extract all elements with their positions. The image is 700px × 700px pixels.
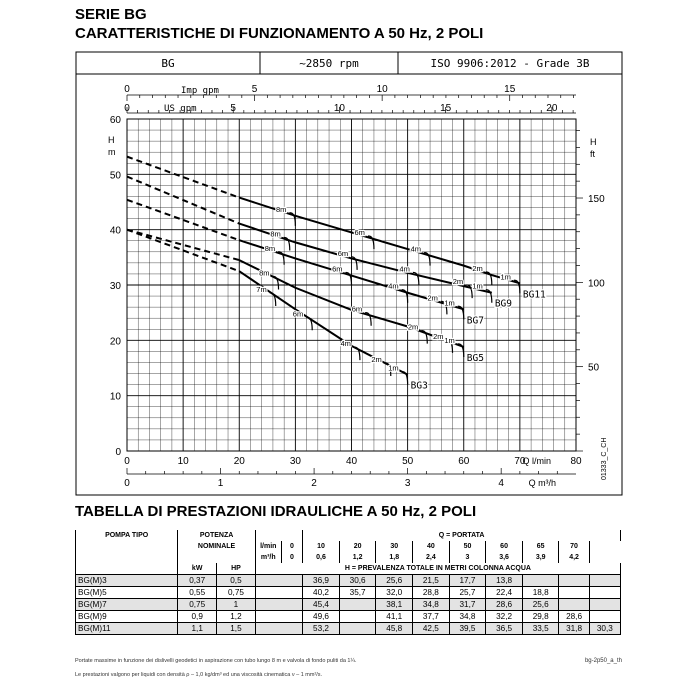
- ft-tick-label: 150: [588, 194, 605, 206]
- lift-label: 6m: [332, 264, 343, 274]
- y-axis-label-m: m: [108, 147, 116, 157]
- row-head-value: 32,0: [376, 587, 413, 599]
- row-head-value: [339, 611, 376, 623]
- performance-table: [75, 530, 621, 635]
- ft-axis-label-h: H: [590, 137, 597, 147]
- m3h-value: 0: [281, 552, 303, 563]
- series-label-bg3: BG3: [410, 380, 428, 392]
- header-hp: HP: [217, 563, 256, 575]
- row-head-value: 28,6: [486, 599, 523, 611]
- header-nominale: NOMINALE: [178, 541, 256, 552]
- header-blank: [76, 541, 178, 552]
- row-head-value: 30,3: [589, 623, 620, 635]
- us-tick-label: 20: [546, 103, 558, 114]
- header-blank: [76, 563, 178, 575]
- row-head-value: 25,7: [449, 587, 486, 599]
- note-1: Portate massime in funzione dei dislivelli geodetici in aspirazione con tubo lungo 8 m e valvola di fondo puliti da 1¼.: [75, 658, 357, 664]
- row-model: BG(M)3: [76, 575, 178, 587]
- y-tick-label: 30: [109, 281, 121, 292]
- row-head-value: 37,7: [413, 611, 450, 623]
- row-hp: 0,5: [217, 575, 256, 587]
- imp-tick-label: 5: [251, 84, 258, 95]
- lift-label: 2m: [472, 264, 483, 274]
- row-head-value: 45,4: [303, 599, 340, 611]
- row-head-value: 45,8: [376, 623, 413, 635]
- lmin-value: 50: [449, 541, 486, 552]
- lift-label: 2m: [371, 355, 382, 365]
- row-head-value: 29,8: [522, 611, 559, 623]
- ft-tick-label: 100: [588, 278, 605, 290]
- row-model: BG(M)11: [76, 623, 178, 635]
- us-tick-label: 10: [333, 103, 345, 114]
- lift-label: 6m: [354, 228, 365, 238]
- row-model: BG(M)7: [76, 599, 178, 611]
- lift-label: 2m: [433, 331, 444, 341]
- row-head-value: [589, 575, 620, 587]
- x-tick-label: 60: [458, 456, 470, 467]
- row-head-value: 28,8: [413, 587, 450, 599]
- y-tick-label: 40: [109, 225, 121, 237]
- lmin-value: 30: [376, 541, 413, 552]
- m3h-tick-label: 2: [311, 478, 317, 489]
- row-model: BG(M)9: [76, 611, 178, 623]
- lmin-value: 70: [559, 541, 589, 552]
- header-blank: [76, 552, 178, 563]
- lift-label: 4m: [399, 264, 410, 274]
- lift-label: 8m: [275, 204, 287, 214]
- lift-label: 4m: [388, 281, 399, 291]
- y-tick-label: 10: [109, 391, 121, 403]
- us-tick-label: 0: [124, 103, 130, 114]
- series-label-bg5: BG5: [466, 352, 484, 364]
- x-tick-label: 0: [124, 456, 130, 467]
- imp-tick-label: 10: [376, 84, 388, 95]
- row-kw: 1,1: [178, 623, 217, 635]
- note-2: Le prestazioni valgono per liquidi con densità ρ – 1,0 kg/dm³ ed una viscosità cinematica ν – 1 mm²/s.: [75, 672, 323, 678]
- row-head-value: 31,8: [559, 623, 589, 635]
- series-title: SERIE BG: [75, 6, 147, 23]
- x-axis-label: Q l/min: [522, 456, 551, 466]
- header-q-portata: Q = PORTATA: [303, 530, 621, 541]
- chart-subtitle: CARATTERISTICHE DI FUNZIONAMENTO A 50 Hz, 2 POLI: [75, 25, 484, 42]
- row-head-value: 49,6: [303, 611, 340, 623]
- row-head-value: [589, 599, 620, 611]
- row-head-value: 38,1: [376, 599, 413, 611]
- row-head-value: 31,7: [449, 599, 486, 611]
- row-head-value: 42,5: [413, 623, 450, 635]
- header-kw: kW: [178, 563, 217, 575]
- row-head-value: 36,5: [486, 623, 523, 635]
- m3h-value: 2,4: [413, 552, 450, 563]
- row-hp: 1,5: [217, 623, 256, 635]
- lift-label: 6m: [337, 248, 349, 258]
- m3h-axis-label: Q m³/h: [528, 478, 557, 488]
- header-h-label: H = PREVALENZA TOTALE IN METRI COLONNA ACQUA: [255, 563, 620, 575]
- m3h-tick-label: 3: [404, 478, 411, 489]
- lmin-value: 0: [281, 541, 303, 552]
- imp-tick-label: 0: [124, 84, 130, 95]
- row-head-value: 25,6: [522, 599, 559, 611]
- row-head-value: 21,5: [413, 575, 450, 587]
- lift-label: 8m: [259, 268, 270, 278]
- row-head-value: 35,7: [339, 587, 376, 599]
- lift-label: 4m: [410, 244, 422, 254]
- row-spacer: [255, 587, 302, 599]
- x-tick-label: 30: [289, 456, 301, 467]
- ft-axis-label-ft: ft: [590, 149, 596, 159]
- header-m3h: m³/h: [255, 552, 281, 563]
- x-tick-label: 40: [345, 456, 358, 467]
- row-head-value: [559, 575, 589, 587]
- lift-label: 2m: [452, 277, 464, 287]
- lift-label: 1m: [388, 363, 399, 373]
- row-head-value: 41,1: [376, 611, 413, 623]
- header-pompa-tipo: POMPA TIPO: [76, 530, 178, 541]
- x-tick-label: 20: [233, 456, 245, 467]
- table-title: TABELLA DI PRESTAZIONI IDRAULICHE A 50 Hz, 2 POLI: [75, 503, 477, 520]
- row-head-value: [339, 599, 376, 611]
- us-tick-label: 5: [230, 103, 236, 114]
- row-hp: 1: [217, 599, 256, 611]
- row-spacer: [255, 575, 302, 587]
- lmin-value: 65: [522, 541, 559, 552]
- row-head-value: [522, 575, 559, 587]
- table-row: [76, 563, 621, 575]
- table-body: [76, 530, 621, 635]
- m3h-value: 1,2: [339, 552, 376, 563]
- lift-label: 6m: [351, 304, 363, 314]
- lift-label: 7m: [256, 284, 267, 294]
- m3h-value: 3,6: [486, 552, 523, 563]
- m3h-tick-label: 1: [217, 478, 224, 489]
- row-head-value: 33,5: [522, 623, 559, 635]
- row-head-value: [339, 623, 376, 635]
- table-row: [76, 611, 621, 623]
- lift-label: 6m: [292, 309, 304, 319]
- imp-axis-label: Imp gpm: [180, 86, 219, 96]
- header-blank: [178, 552, 256, 563]
- lift-label: 8m: [270, 229, 281, 239]
- row-kw: 0,75: [178, 599, 217, 611]
- x-tick-label-last: 80: [570, 456, 582, 467]
- row-head-value: [559, 599, 589, 611]
- lmin-value: 40: [413, 541, 450, 552]
- x-tick-label: 70: [514, 456, 526, 467]
- table-row: [76, 541, 621, 552]
- row-head-value: 39,5: [449, 623, 486, 635]
- m3h-value: 4,2: [559, 552, 589, 563]
- table-row: [76, 575, 621, 587]
- row-kw: 0,37: [178, 575, 217, 587]
- lmin-value: 20: [339, 541, 376, 552]
- y-tick-label: 0: [115, 447, 121, 458]
- box-model: BG: [161, 57, 175, 70]
- m3h-value: 1,8: [376, 552, 413, 563]
- row-head-value: 18,8: [522, 587, 559, 599]
- row-hp: 1,2: [217, 611, 256, 623]
- m3h-value: 3: [449, 552, 486, 563]
- row-hp: 0,75: [217, 587, 256, 599]
- m3h-tick-label: 4: [498, 478, 504, 489]
- imp-tick-label: 15: [504, 84, 516, 95]
- row-head-value: [559, 587, 589, 599]
- x-tick-label: 10: [177, 456, 189, 467]
- row-head-value: 17,7: [449, 575, 486, 587]
- chart-code: 01333_C_CH: [601, 437, 608, 480]
- row-head-value: 22,4: [486, 587, 523, 599]
- row-kw: 0,9: [178, 611, 217, 623]
- lift-label: 1m: [500, 272, 511, 282]
- box-iso: ISO 9906:2012 - Grade 3B: [430, 57, 590, 70]
- row-model: BG(M)5: [76, 587, 178, 599]
- row-head-value: [589, 611, 620, 623]
- row-head-value: 30,6: [339, 575, 376, 587]
- row-kw: 0,55: [178, 587, 217, 599]
- row-head-value: 34,8: [413, 599, 450, 611]
- y-tick-label: 20: [109, 336, 121, 348]
- header-lmin: l/min: [255, 541, 281, 552]
- lift-label: 1m: [444, 335, 455, 345]
- table-row: [76, 552, 621, 563]
- lmin-value: 10: [303, 541, 340, 552]
- table-row: [76, 623, 621, 635]
- lift-label: 2m: [407, 322, 419, 332]
- row-head-value: 28,6: [559, 611, 589, 623]
- row-head-value: 36,9: [303, 575, 340, 587]
- m3h-tick-label: 0: [124, 478, 130, 489]
- row-spacer: [255, 623, 302, 635]
- table-code: bg-2p50_a_th: [584, 658, 622, 664]
- m3h-value: 0,6: [303, 552, 340, 563]
- row-spacer: [255, 611, 302, 623]
- table-row: [76, 530, 621, 541]
- axes: [127, 95, 583, 474]
- row-head-value: 32,2: [486, 611, 523, 623]
- box-rpm: ~2850 rpm: [299, 57, 359, 70]
- row-head-value: 25,6: [376, 575, 413, 587]
- row-head-value: [589, 587, 620, 599]
- y-tick-label: 50: [109, 170, 121, 182]
- series-label-bg11: BG11: [522, 289, 546, 301]
- ft-tick-label: 50: [588, 362, 600, 374]
- m3h-value: 3,9: [522, 552, 559, 563]
- lift-label: 8m: [264, 243, 276, 253]
- table-row: [76, 587, 621, 599]
- lift-label: 4m: [340, 339, 351, 349]
- lift-label: 2m: [427, 293, 438, 303]
- table-row: [76, 599, 621, 611]
- row-head-value: 13,8: [486, 575, 523, 587]
- lmin-value: 60: [486, 541, 523, 552]
- series-label-bg7: BG7: [466, 315, 484, 327]
- curves: [127, 157, 520, 385]
- row-head-value: 34,8: [449, 611, 486, 623]
- x-tick-label: 50: [402, 456, 414, 467]
- us-tick-label: 15: [440, 103, 452, 114]
- row-head-value: 40,2: [303, 587, 340, 599]
- row-head-value: 53,2: [303, 623, 340, 635]
- row-spacer: [255, 599, 302, 611]
- lift-label: 1m: [444, 298, 455, 308]
- lift-label: 1m: [472, 281, 483, 291]
- y-tick-label: 60: [109, 115, 121, 126]
- us-axis-label: US gpm: [164, 104, 197, 114]
- series-label-bg9: BG9: [494, 298, 512, 310]
- header-blank: [255, 530, 302, 541]
- header-potenza: POTENZA: [178, 530, 256, 541]
- y-axis-label-h: H: [108, 135, 115, 145]
